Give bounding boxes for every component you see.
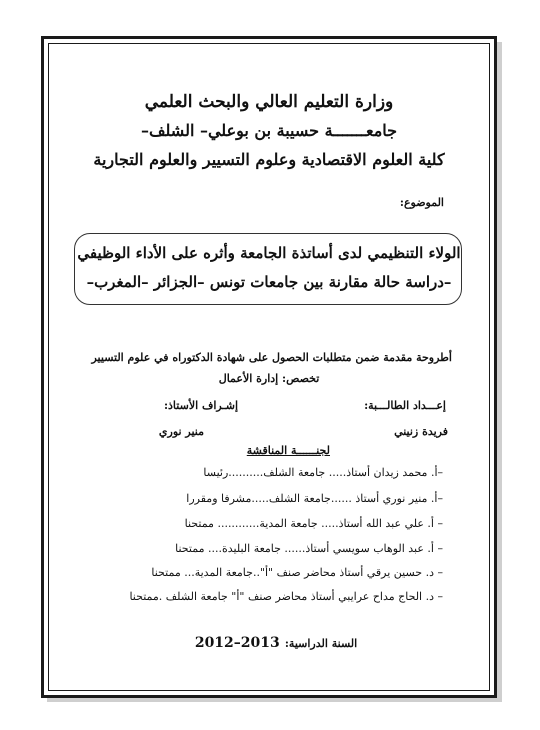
thesis-description: أطروحة مقدمة ضمن متطلبات الحصول على شهادة الدكتوراه في علوم التسيير bbox=[91, 351, 452, 364]
subject-title-line2: –دراسة حالة مقارنة بين جامعات تونس –الجزائر –المغرب– bbox=[86, 273, 452, 291]
university-title: جامعـــــــة حسيبة بن بوعلي– الشلف– bbox=[140, 121, 398, 140]
subject-title-line1: الولاء التنظيمي لدى أساتذة الجامعة وأثره على الأداء الوظيفي bbox=[77, 244, 461, 262]
committee-member: –أ. منير نوري أستاذ ......جامعة الشلف.....مشرفا ومقررا bbox=[186, 492, 443, 505]
ministry-title: وزارة التعليم العالي والبحث العلمي bbox=[144, 92, 394, 112]
supervisor-name: منير نوري bbox=[158, 425, 204, 438]
committee-member: – د. حسين يرقي أستاذ محاضر صنف "أ"..جامعة المدية... ممتحنا bbox=[151, 566, 443, 579]
committee-member: – أ. عبد الوهاب سويسي أستاذ...... جامعة البليدة.... ممتحنا bbox=[175, 542, 443, 555]
subject-label: الموضوع: bbox=[399, 196, 444, 209]
faculty-title: كلية العلوم الاقتصادية وعلوم التسيير والعلوم التجارية bbox=[93, 150, 445, 169]
student-name: فريدة زنيني bbox=[394, 425, 448, 438]
student-label: إعـــداد الطالـــبة: bbox=[364, 399, 446, 412]
frame-shadow-right bbox=[497, 42, 502, 702]
committee-member: – د. الحاج مداح عرايبي أستاذ محاضر صنف "أ" جامعة الشلف .ممتحنا bbox=[129, 590, 443, 603]
committee-title: لجنــــــة المناقشة bbox=[246, 444, 330, 457]
thesis-specialization: تخصص: إدارة الأعمال bbox=[218, 372, 320, 385]
committee-member: – أ. علي عبد الله أستاذ..... جامعة المدية............ ممتحنا bbox=[184, 517, 443, 530]
frame-shadow-bottom bbox=[47, 698, 502, 702]
academic-year-label: السنة الدراسية: bbox=[284, 637, 358, 650]
academic-year bbox=[186, 632, 366, 651]
committee-member: –أ. محمد زيدان أستاذ..... جامعة الشلف..........رئيسا bbox=[203, 466, 443, 479]
academic-year-value: 2013–2012 bbox=[194, 635, 280, 651]
supervisor-label: إشـراف الأستاذ: bbox=[163, 399, 238, 412]
